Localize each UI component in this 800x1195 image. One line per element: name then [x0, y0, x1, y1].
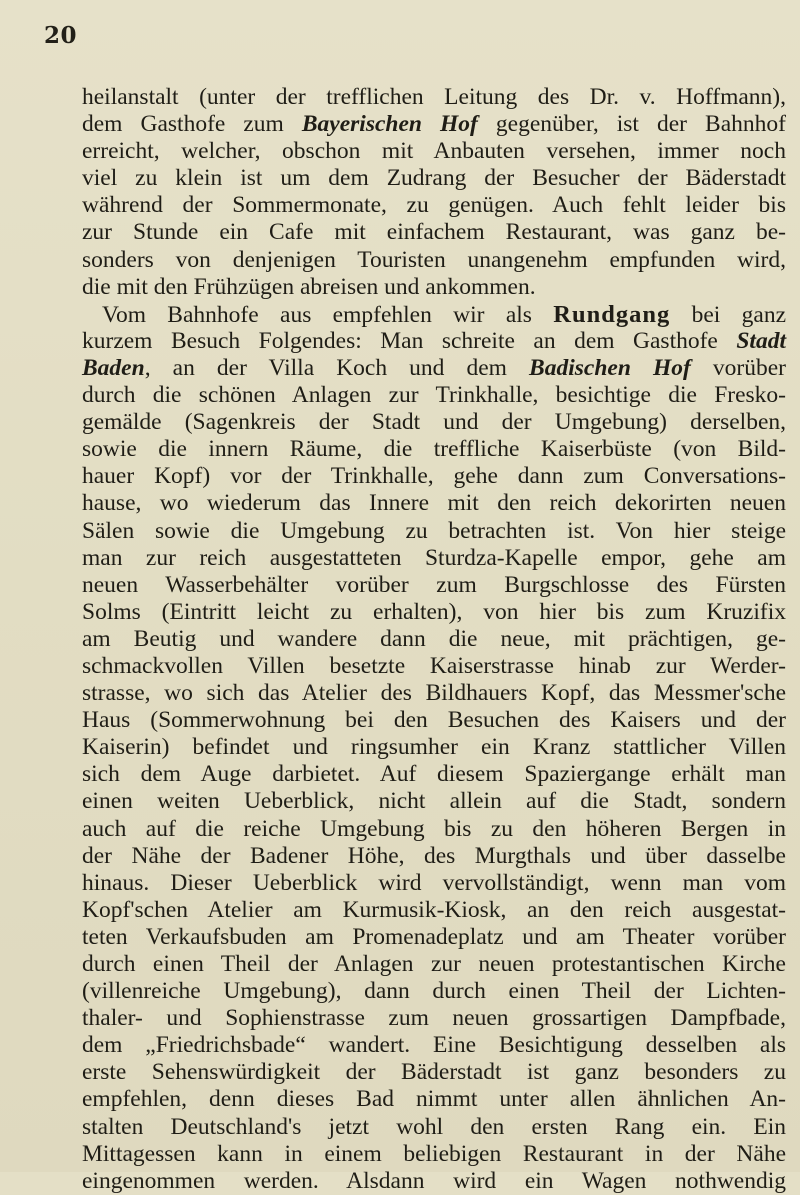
text-line [82, 301, 786, 328]
text-segment: durch einen Theil der Anlagen zur neuen protestantischen Kirche [82, 951, 786, 977]
text-segment: sowie die innern Räume, die treffliche Kaiserbüste (von Bild- [82, 436, 786, 463]
text-segment: stalten Deutschland's jetzt wohl den ersten Rang ein. Ein [82, 1113, 786, 1140]
text-segment: hinaus. Dieser Ueberblick wird vervollständigt, wenn man vom [82, 869, 786, 896]
text-segment: hauer Kopf) vor der Trinkhalle, gehe dann zum Conversations- [82, 463, 786, 490]
body-text [82, 84, 786, 1195]
text-line [82, 870, 786, 897]
text-line [82, 1032, 786, 1059]
text-line [82, 382, 786, 409]
text-segment: Vom Bahnhofe aus empfehlen wir als [102, 301, 554, 328]
text-line [82, 707, 786, 734]
text-line [82, 680, 786, 707]
text-line [82, 436, 786, 463]
text-line [82, 463, 786, 490]
text-segment: (villenreiche Umgebung), dann durch einen Theil der Lichten- [82, 978, 786, 1005]
text-segment: Haus (Sommerwohnung bei den Besuchen des Kaisers und der [82, 707, 786, 734]
text-line [82, 409, 786, 436]
text-line [82, 328, 786, 355]
text-segment: dem „Friedrichsbade“ wandert. Eine Besichtigung desselben als [82, 1032, 786, 1059]
text-segment: viel zu klein ist um dem Zudrang der Besucher der Bäderstadt [82, 165, 786, 192]
emphasized-text: Baden [82, 354, 145, 381]
text-segment: empfehlen, denn dieses Bad nimmt unter allen ähnlichen An- [82, 1086, 786, 1113]
text-line [82, 1059, 786, 1086]
text-segment: auch auf die reiche Umgebung bis zu den höheren Bergen in [82, 815, 786, 842]
text-segment: gegenüber, ist der Bahnhof [477, 111, 786, 138]
text-line [82, 1141, 786, 1168]
text-segment: der Nähe der Badener Höhe, des Murgthals und über dasselbe [82, 842, 786, 869]
text-line [82, 219, 786, 246]
text-segment: teten Verkaufsbuden am Promenadeplatz und am Theater vorüber [82, 923, 786, 950]
text-segment: Kaiserin) befindet und ringsumher ein Kranz stattlicher Villen [82, 734, 786, 761]
text-line [82, 84, 786, 111]
emphasized-text: Rundgang [553, 300, 671, 328]
text-segment: erste Sehenswürdigkeit der Bäderstadt ist ganz besonders zu [82, 1059, 786, 1086]
text-line [82, 816, 786, 843]
text-line [82, 599, 786, 626]
emphasized-text: Bayerischen Hof [301, 111, 478, 138]
text-line [82, 111, 786, 138]
text-segment: am Beutig und wandere dann die neue, mit prächtigen, ge- [82, 625, 786, 652]
text-line [82, 192, 786, 219]
text-segment: neuen Wasserbehälter vorüber zum Burgschlosse des Fürsten [82, 571, 786, 598]
text-line [82, 897, 786, 924]
text-line [82, 734, 786, 761]
text-line [82, 1086, 786, 1113]
text-segment: hause, wo wiederum das Innere mit den reich dekorirten neuen [82, 490, 786, 517]
text-line [82, 788, 786, 815]
text-line [82, 924, 786, 951]
text-segment: während der Sommermonate, zu genügen. Auch fehlt leider bis [82, 192, 786, 219]
text-segment: man zur reich ausgestatteten Sturdza-Kapelle empor, gehe am [82, 544, 786, 571]
text-segment: bei ganz [670, 301, 786, 328]
text-segment: gemälde (Sagenkreis der Stadt und der Umgebung) derselben, [82, 409, 786, 436]
text-line [82, 1005, 786, 1032]
text-segment: heilanstalt (unter der trefflichen Leitung des Dr. v. Hoffmann), [82, 84, 786, 110]
text-segment: schmackvollen Villen besetzte Kaiserstrasse hinab zur Werder- [82, 652, 786, 679]
emphasized-text: Stadt [736, 327, 786, 354]
text-segment: Kopf'schen Atelier am Kurmusik-Kiosk, an den reich ausgestat- [82, 896, 786, 923]
text-line [82, 138, 786, 165]
text-line [82, 490, 786, 517]
page-number: 20 [44, 22, 78, 49]
text-segment: einen weiten Ueberblick, nicht allein auf die Stadt, sondern [82, 788, 786, 815]
emphasized-text: Badischen Hof [529, 354, 691, 381]
text-segment: vorüber [690, 354, 786, 381]
text-segment: Solms (Eintritt leicht zu erhalten), von hier bis zum Kruzifix [82, 598, 786, 625]
text-segment: thaler- und Sophienstrasse zum neuen grossartigen Dampfbade, [82, 1005, 786, 1032]
text-segment: die mit den Frühzügen abreisen und ankommen. [82, 273, 536, 300]
text-segment: zur Stunde ein Cafe mit einfachem Restaurant, was ganz be- [82, 219, 786, 246]
text-line [82, 626, 786, 653]
text-line [82, 545, 786, 572]
text-segment: sonders von denjenigen Touristen unangenehm empfunden wird, [82, 246, 786, 273]
text-line [82, 165, 786, 192]
text-line [82, 355, 786, 382]
text-segment: durch die schönen Anlagen zur Trinkhalle, besichtige die Fresko- [82, 382, 786, 409]
text-segment: erreicht, welcher, obschon mit Anbauten versehen, immer noch [82, 138, 786, 165]
text-line [82, 274, 786, 301]
text-segment: Mittagessen kann in einem beliebigen Restaurant in der Nähe [82, 1140, 786, 1167]
text-line [82, 978, 786, 1005]
text-line [82, 653, 786, 680]
text-segment: , an der Villa Koch und dem [144, 354, 530, 381]
text-segment: kurzem Besuch Folgendes: Man schreite an dem Gasthofe [82, 327, 737, 354]
text-line [82, 1114, 786, 1141]
text-segment: sich dem Auge darbietet. Auf diesem Spaziergange erhält man [82, 761, 786, 788]
text-segment: strasse, wo sich das Atelier des Bildhauers Kopf, das Messmer'sche [82, 680, 786, 707]
text-segment: dem Gasthofe zum [82, 111, 302, 138]
text-line [82, 518, 786, 545]
text-line [82, 843, 786, 870]
text-segment: eingenommen werden. Alsdann wird ein Wagen nothwendig [82, 1167, 786, 1194]
text-line [82, 951, 786, 978]
text-line [82, 572, 786, 599]
text-line [82, 761, 786, 788]
text-line [82, 247, 786, 274]
text-segment: Sälen sowie die Umgebung zu betrachten ist. Von hier steige [82, 517, 786, 544]
